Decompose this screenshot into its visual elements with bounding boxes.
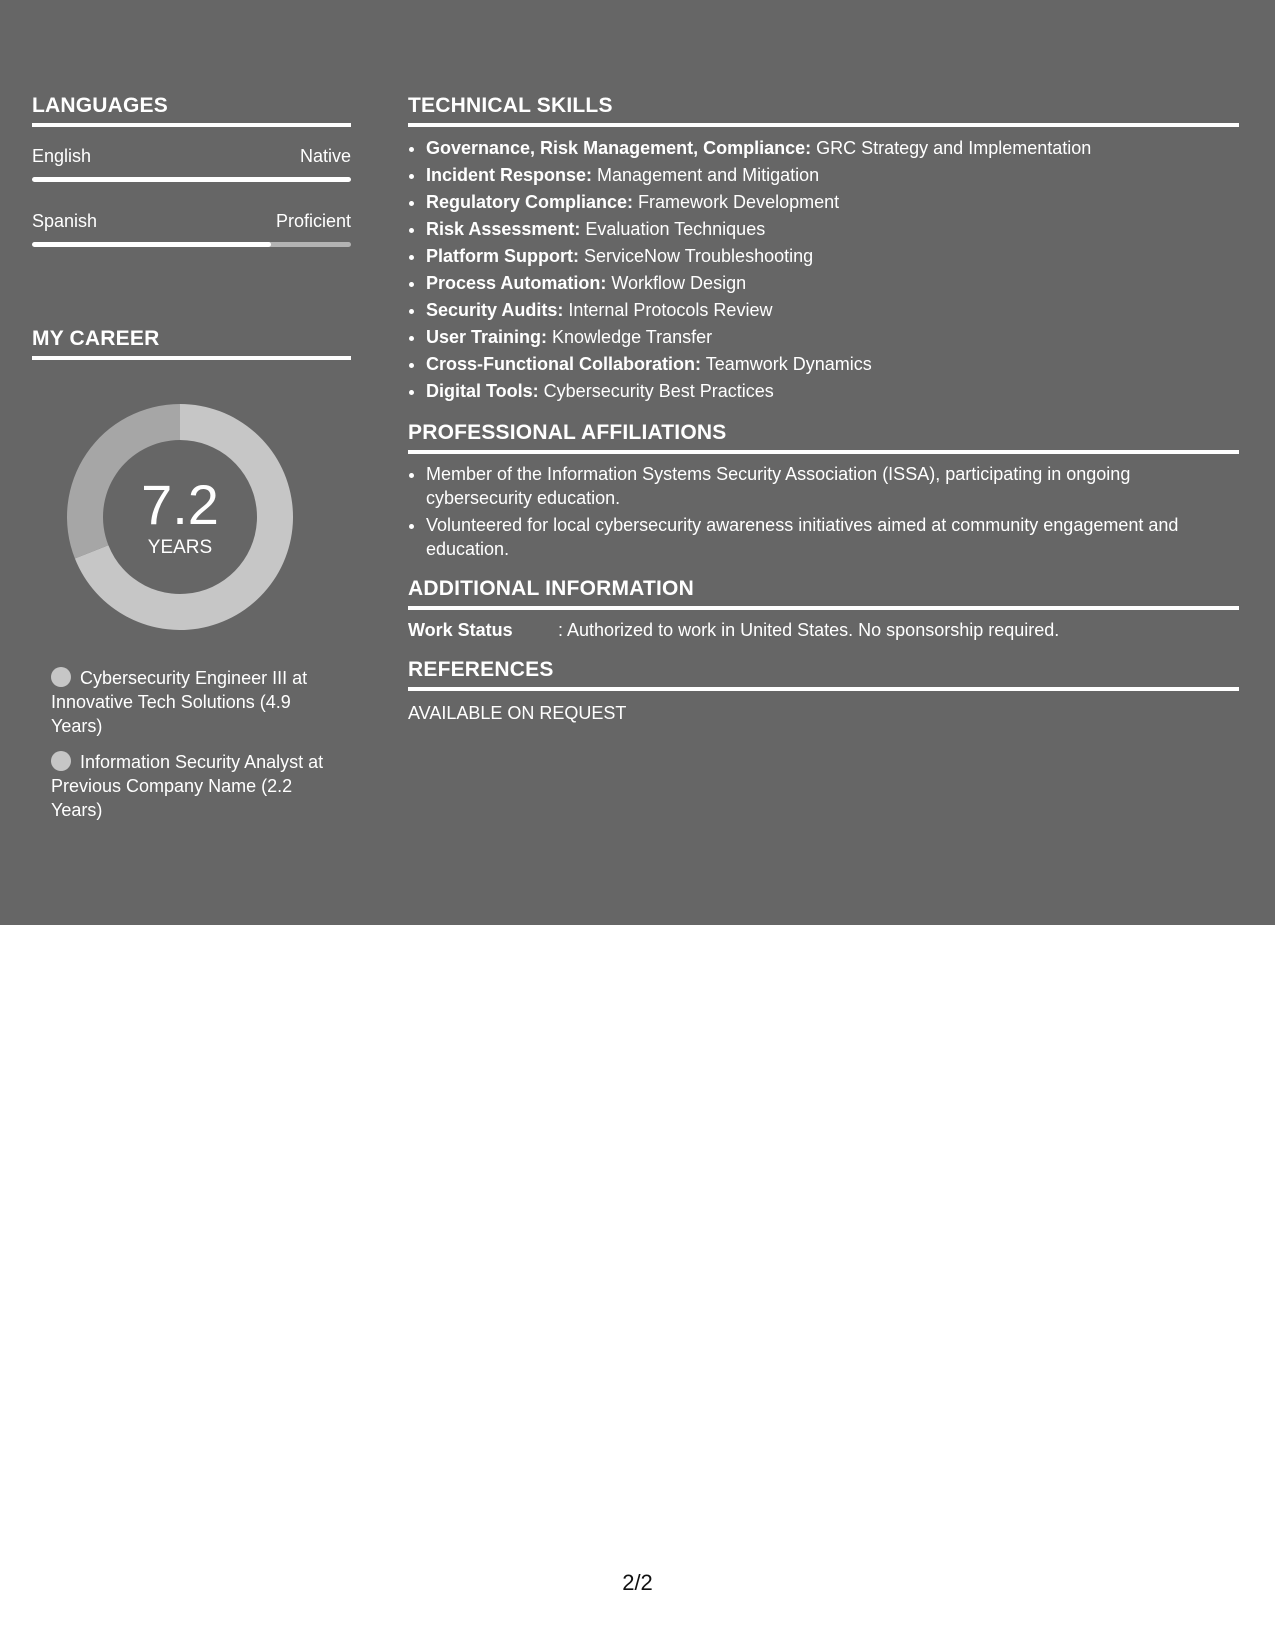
skill-label: Governance, Risk Management, Compliance: [426,138,812,158]
language-row-spanish [32,210,351,247]
work-status-key: Work Status [408,620,513,640]
languages-heading: LANGUAGES [32,94,351,127]
skill-item [426,324,1239,351]
language-name: Spanish [32,211,98,231]
skill-item [426,270,1239,297]
references-heading: REFERENCES [408,658,1239,691]
language-level: Native [299,146,351,166]
skill-label: Risk Assessment: [426,219,581,239]
skill-label: Security Audits: [426,300,564,320]
work-status-value: : Authorized to work in United States. No sponsorship required. [558,620,1060,640]
affiliation-item: • Volunteered for local cybersecurity awareness initiatives aimed at community engagement and education. [426,513,1239,561]
language-row-english [32,145,351,182]
skill-text: Knowledge Transfer [547,327,713,347]
skill-label: Incident Response: [426,165,593,185]
skill-label: User Training: [426,327,548,347]
language-proficiency-bar [32,242,351,247]
references-text: AVAILABLE ON REQUEST [408,703,627,723]
affiliations-heading: PROFESSIONAL AFFILIATIONS [408,421,1239,454]
career-total-years: 7.2 [141,473,219,536]
skill-text: Management and Mitigation [592,165,820,185]
language-name: English [32,146,92,166]
skill-label: Cross-Functional Collaboration: [426,354,702,374]
additional-info-heading: ADDITIONAL INFORMATION [408,577,1239,610]
skill-text: Teamwork Dynamics [701,354,872,374]
career-entry [51,666,336,738]
language-proficiency-fill [32,242,271,247]
legend-dot-icon [51,667,71,687]
skill-label: Regulatory Compliance: [426,192,634,212]
career-heading: MY CAREER [32,327,351,360]
skill-label: Process Automation: [426,273,607,293]
skill-item [426,297,1239,324]
legend-dot-icon [51,751,71,771]
skill-label: Digital Tools: [426,381,539,401]
language-proficiency-fill [32,177,351,182]
skill-text: Internal Protocols Review [563,300,773,320]
career-donut-chart [67,404,293,630]
skill-text: Workflow Design [606,273,747,293]
skill-label: Platform Support: [426,246,579,266]
skill-text: GRC Strategy and Implementation [811,138,1092,158]
language-level: Proficient [275,211,351,231]
career-legend [32,666,336,822]
career-entry-text: Information Security Analyst at Previous Company Name (2.2 Years) [51,752,324,820]
page-number: 2/2 [622,1570,653,1595]
skill-item [426,243,1239,270]
skill-item [426,135,1239,162]
skill-item [426,351,1239,378]
skill-item [426,189,1239,216]
skill-item [426,216,1239,243]
right-column [408,94,1239,725]
donut-center-label [67,404,293,630]
work-status-row [408,618,1239,642]
technical-skills-heading: TECHNICAL SKILLS [408,94,1239,127]
language-proficiency-bar [32,177,351,182]
affiliation-item: • Member of the Information Systems Security Association (ISSA), participating in ongoing cybersecurity education. [426,462,1239,510]
career-total-unit: YEARS [147,537,213,558]
affiliations-list [408,462,1239,561]
career-entry [51,750,336,822]
skill-text: Framework Development [633,192,840,212]
technical-skills-list [408,135,1239,405]
left-column [32,94,351,834]
skill-text: ServiceNow Troubleshooting [579,246,814,266]
career-entry-text: Cybersecurity Engineer III at Innovative Tech Solutions (4.9 Years) [51,668,308,736]
skill-item [426,162,1239,189]
skill-text: Evaluation Techniques [580,219,766,239]
skill-item [426,378,1239,405]
skill-text: Cybersecurity Best Practices [538,381,774,401]
